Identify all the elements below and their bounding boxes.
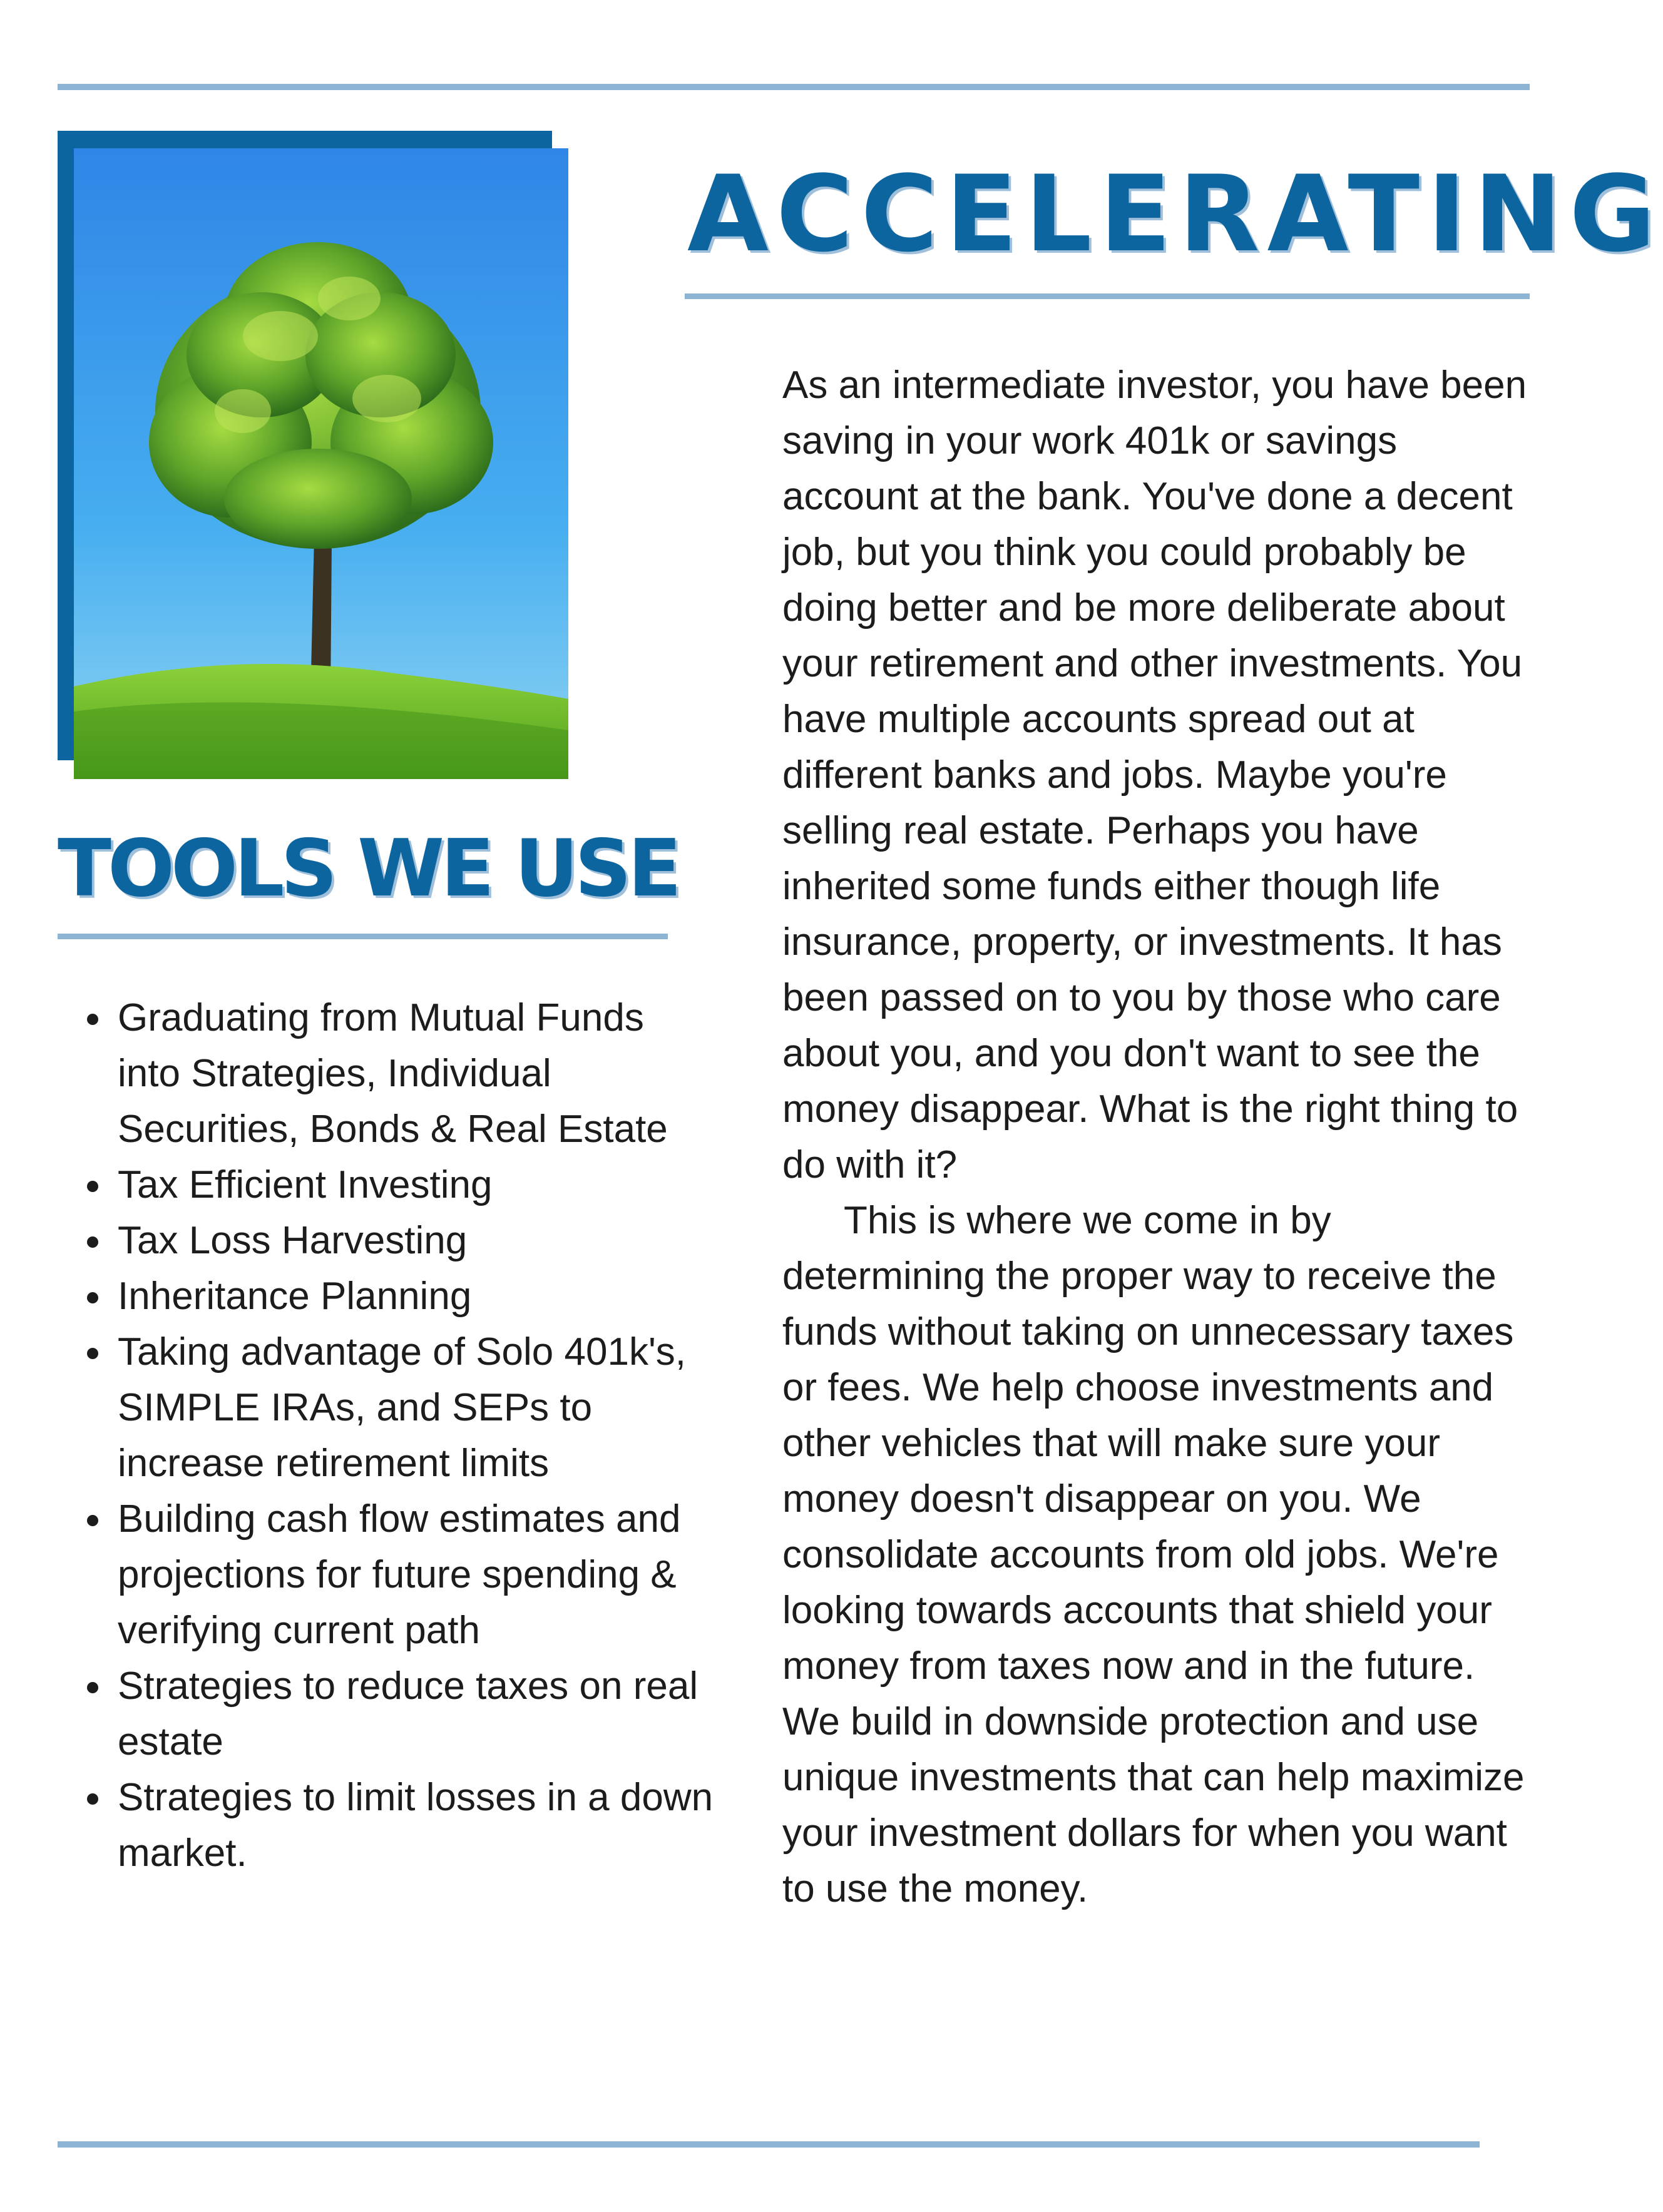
list-item: • Graduating from Mutual Funds into Strategies, Individual Securities, Bonds & Real Estate bbox=[114, 990, 715, 1157]
tree-photo bbox=[74, 148, 568, 779]
tools-list bbox=[75, 990, 715, 1881]
list-item: • Taking advantage of Solo 401k's, SIMPLE IRAs, and SEPs to increase retirement limits bbox=[114, 1324, 715, 1491]
list-item: • Tax Loss Harvesting bbox=[114, 1213, 715, 1268]
list-item: • Tax Efficient Investing bbox=[114, 1157, 715, 1213]
list-item: • Strategies to limit losses in a down market. bbox=[114, 1770, 715, 1881]
top-divider bbox=[58, 84, 1530, 90]
body-text bbox=[782, 357, 1527, 1917]
body-paragraph: This is where we come in by determining the proper way to receive the funds without taking on unnecessary taxes or fees. We help choose investments and other vehicles that will make sure your money doesn't disappear on you. We consolidate accounts from old jobs. We're looking towards accounts that shield your money from taxes now and in the future. We build in downside protection and use unique investments that can help maximize your investment dollars for when you want to use the money. bbox=[782, 1199, 1525, 1910]
list-item: • Inheritance Planning bbox=[114, 1268, 715, 1324]
body-paragraph: As an intermediate investor, you have been saving in your work 401k or savings account at the bank. You've done a decent job, but you think you could probably be doing better and be more deliberate about your retirement and other investments. You have multiple accounts spread out at different banks and jobs. Maybe you're selling real estate. Perhaps you have inherited some funds either though life insurance, property, or investments. It has been passed on to you by those who care about you, and you don't want to see the money disappear. What is the right thing to do with it? bbox=[782, 364, 1527, 1186]
title-underline bbox=[685, 293, 1530, 299]
tools-heading: TOOLS WE USE bbox=[58, 822, 678, 914]
tools-heading-underline bbox=[58, 934, 668, 939]
list-item: • Building cash flow estimates and projections for future spending & verifying current path bbox=[114, 1491, 715, 1658]
list-item: • Strategies to reduce taxes on real estate bbox=[114, 1658, 715, 1770]
bottom-divider bbox=[58, 2141, 1480, 2148]
page-title: ACCELERATING bbox=[687, 153, 1663, 275]
